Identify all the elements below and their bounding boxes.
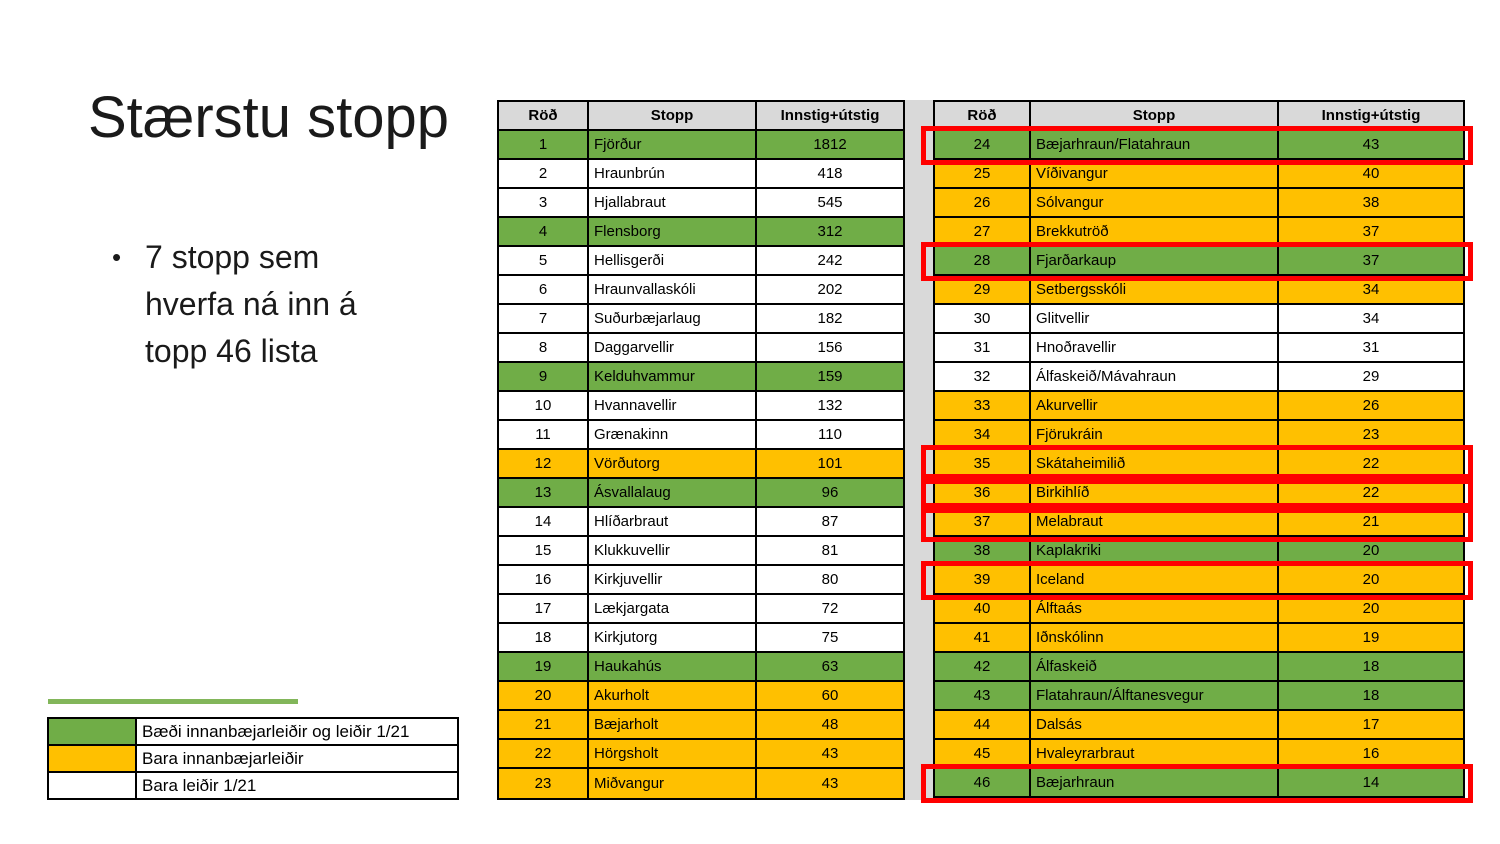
table-row <box>935 334 1463 363</box>
value-cell: 19 <box>1362 629 1380 646</box>
stop-name-cell: Melabraut <box>1031 508 1279 535</box>
table-row <box>499 450 903 479</box>
rank-cell: 39 <box>935 566 1031 593</box>
rank-cell: 13 <box>499 479 589 506</box>
table-row <box>935 508 1463 537</box>
table-row <box>935 624 1463 653</box>
value-cell: 38 <box>1362 194 1380 211</box>
stop-name-cell: Vörðutorg <box>589 450 757 477</box>
value-cell: 242 <box>817 252 843 269</box>
stop-name-cell: Víðivangur <box>1031 160 1279 187</box>
stop-name-cell: Hvaleyrarbraut <box>1031 740 1279 767</box>
rank-cell: 11 <box>499 421 589 448</box>
stop-name-cell: Kelduhvammur <box>589 363 757 390</box>
table-row <box>499 711 903 740</box>
value-cell: 34 <box>1362 281 1380 298</box>
value-cell: 29 <box>1362 368 1380 385</box>
table-row <box>935 537 1463 566</box>
table-row <box>499 131 903 160</box>
stop-name-cell: Dalsás <box>1031 711 1279 738</box>
stops-table-right <box>933 100 1465 800</box>
table-row <box>935 566 1463 595</box>
stop-name-cell: Iceland <box>1031 566 1279 593</box>
table-row <box>499 682 903 711</box>
table-header-row <box>499 102 903 131</box>
table-row <box>499 508 903 537</box>
stop-name-cell: Hnoðravellir <box>1031 334 1279 361</box>
legend-label: Bara innanbæjarleiðir <box>142 748 304 768</box>
header-rank: Röð <box>935 102 1031 129</box>
stop-name-cell: Álfaskeið/Mávahraun <box>1031 363 1279 390</box>
stop-name-cell: Bæjarhraun <box>1031 769 1279 796</box>
value-cell: 20 <box>1362 600 1380 617</box>
stop-name-cell: Hlíðarbraut <box>589 508 757 535</box>
table-row <box>499 247 903 276</box>
legend-row-inner-only <box>49 746 457 773</box>
rank-cell: 23 <box>499 769 589 798</box>
header-value: Innstig+útstig <box>780 107 880 124</box>
rank-cell: 5 <box>499 247 589 274</box>
rank-cell: 4 <box>499 218 589 245</box>
stop-name-cell: Daggarvellir <box>589 334 757 361</box>
table-row <box>935 421 1463 450</box>
value-cell: 101 <box>817 455 843 472</box>
table-row <box>499 276 903 305</box>
rank-cell: 1 <box>499 131 589 158</box>
table-row <box>499 653 903 682</box>
legend-row-route-only <box>49 773 457 798</box>
stop-name-cell: Sólvangur <box>1031 189 1279 216</box>
bullet-item <box>112 234 412 375</box>
rank-cell: 17 <box>499 595 589 622</box>
value-cell: 132 <box>817 397 843 414</box>
rank-cell: 14 <box>499 508 589 535</box>
table-row <box>499 595 903 624</box>
table-row <box>935 682 1463 711</box>
value-cell: 96 <box>821 484 839 501</box>
table-row <box>935 595 1463 624</box>
rank-cell: 34 <box>935 421 1031 448</box>
stop-name-cell: Kaplakriki <box>1031 537 1279 564</box>
stop-name-cell: Akurholt <box>589 682 757 709</box>
value-cell: 75 <box>821 629 839 646</box>
legend-label: Bæði innanbæjarleiðir og leiðir 1/21 <box>142 721 410 741</box>
value-cell: 312 <box>817 223 843 240</box>
stop-name-cell: Klukkuvellir <box>589 537 757 564</box>
table-row <box>499 566 903 595</box>
rank-cell: 36 <box>935 479 1031 506</box>
table-row <box>935 363 1463 392</box>
value-cell: 20 <box>1362 542 1380 559</box>
rank-cell: 16 <box>499 566 589 593</box>
stop-name-cell: Suðurbæjarlaug <box>589 305 757 332</box>
value-cell: 1812 <box>813 136 847 153</box>
rank-cell: 35 <box>935 450 1031 477</box>
rank-cell: 6 <box>499 276 589 303</box>
value-cell: 156 <box>817 339 843 356</box>
rank-cell: 37 <box>935 508 1031 535</box>
stop-name-cell: Kirkjuvellir <box>589 566 757 593</box>
header-rank: Röð <box>499 102 589 129</box>
stop-name-cell: Hörgsholt <box>589 740 757 767</box>
value-cell: 80 <box>821 571 839 588</box>
stop-name-cell: Álftaás <box>1031 595 1279 622</box>
stop-name-cell: Iðnskólinn <box>1031 624 1279 651</box>
value-cell: 22 <box>1362 484 1380 501</box>
value-cell: 16 <box>1362 745 1380 762</box>
value-cell: 87 <box>821 513 839 530</box>
rank-cell: 8 <box>499 334 589 361</box>
stop-name-cell: Lækjargata <box>589 595 757 622</box>
value-cell: 418 <box>817 165 843 182</box>
stop-name-cell: Fjörður <box>589 131 757 158</box>
rank-cell: 42 <box>935 653 1031 680</box>
rank-cell: 21 <box>499 711 589 738</box>
value-cell: 182 <box>817 310 843 327</box>
value-cell: 20 <box>1362 571 1380 588</box>
value-cell: 63 <box>821 658 839 675</box>
value-cell: 22 <box>1362 455 1380 472</box>
table-row <box>935 711 1463 740</box>
rank-cell: 19 <box>499 653 589 680</box>
table-row <box>935 305 1463 334</box>
value-cell: 43 <box>821 775 839 792</box>
bullet-marker-icon: • <box>112 242 122 272</box>
table-row <box>935 218 1463 247</box>
value-cell: 43 <box>1362 136 1380 153</box>
table-row <box>935 276 1463 305</box>
table-row <box>935 769 1463 798</box>
rank-cell: 2 <box>499 160 589 187</box>
value-cell: 18 <box>1362 658 1380 675</box>
table-row <box>935 392 1463 421</box>
legend <box>47 717 459 800</box>
stop-name-cell: Brekkutröð <box>1031 218 1279 245</box>
table-row <box>499 624 903 653</box>
value-cell: 110 <box>818 426 842 443</box>
table-gap-spacer <box>903 100 933 800</box>
stop-name-cell: Fjörukráin <box>1031 421 1279 448</box>
value-cell: 37 <box>1362 223 1380 240</box>
rank-cell: 3 <box>499 189 589 216</box>
table-row <box>499 363 903 392</box>
table-row <box>935 479 1463 508</box>
legend-label: Bara leiðir 1/21 <box>142 775 257 795</box>
stop-name-cell: Grænakinn <box>589 421 757 448</box>
stop-name-cell: Fjarðarkaup <box>1031 247 1279 274</box>
stop-name-cell: Hraunbrún <box>589 160 757 187</box>
value-cell: 37 <box>1362 252 1380 269</box>
rank-cell: 7 <box>499 305 589 332</box>
value-cell: 31 <box>1362 339 1380 356</box>
rank-cell: 22 <box>499 740 589 767</box>
rank-cell: 46 <box>935 769 1031 796</box>
bullet-list <box>112 234 412 375</box>
stop-name-cell: Bæjarhraun/Flatahraun <box>1031 131 1279 158</box>
header-stop: Stopp <box>589 102 757 129</box>
rank-cell: 31 <box>935 334 1031 361</box>
rank-cell: 27 <box>935 218 1031 245</box>
value-cell: 159 <box>817 368 843 385</box>
value-cell: 26 <box>1362 397 1380 414</box>
rank-cell: 28 <box>935 247 1031 274</box>
table-row <box>499 160 903 189</box>
stop-name-cell: Ásvallalaug <box>589 479 757 506</box>
value-cell: 545 <box>817 194 843 211</box>
table-row <box>935 189 1463 218</box>
value-cell: 43 <box>821 745 839 762</box>
rank-cell: 18 <box>499 624 589 651</box>
value-cell: 23 <box>1362 426 1380 443</box>
stop-name-cell: Flatahraun/Álftanesvegur <box>1031 682 1279 709</box>
legend-swatch-green <box>49 719 137 744</box>
stop-name-cell: Glitvellir <box>1031 305 1279 332</box>
rank-cell: 38 <box>935 537 1031 564</box>
stop-name-cell: Akurvellir <box>1031 392 1279 419</box>
rank-cell: 44 <box>935 711 1031 738</box>
value-cell: 14 <box>1362 774 1380 791</box>
stop-name-cell: Skátaheimilið <box>1031 450 1279 477</box>
value-cell: 81 <box>821 542 839 559</box>
table-row <box>499 479 903 508</box>
stops-table-left <box>497 100 905 800</box>
stop-name-cell: Setbergsskóli <box>1031 276 1279 303</box>
rank-cell: 33 <box>935 392 1031 419</box>
stop-name-cell: Álfaskeið <box>1031 653 1279 680</box>
rank-cell: 43 <box>935 682 1031 709</box>
rank-cell: 24 <box>935 131 1031 158</box>
rank-cell: 20 <box>499 682 589 709</box>
value-cell: 60 <box>821 687 839 704</box>
table-row <box>499 740 903 769</box>
table-row <box>499 305 903 334</box>
table-row <box>935 160 1463 189</box>
table-row <box>935 450 1463 479</box>
table-row <box>935 740 1463 769</box>
table-row <box>499 537 903 566</box>
table-row <box>499 189 903 218</box>
table-row <box>499 334 903 363</box>
table-row <box>935 247 1463 276</box>
table-row <box>499 218 903 247</box>
rank-cell: 45 <box>935 740 1031 767</box>
value-cell: 21 <box>1362 513 1380 530</box>
stop-name-cell: Haukahús <box>589 653 757 680</box>
table-row <box>499 769 903 798</box>
value-cell: 34 <box>1362 310 1380 327</box>
stop-name-cell: Miðvangur <box>589 769 757 798</box>
table-header-row <box>935 102 1463 131</box>
stop-name-cell: Flensborg <box>589 218 757 245</box>
header-stop: Stopp <box>1031 102 1279 129</box>
rank-cell: 32 <box>935 363 1031 390</box>
stop-name-cell: Hjallabraut <box>589 189 757 216</box>
rank-cell: 26 <box>935 189 1031 216</box>
rank-cell: 40 <box>935 595 1031 622</box>
value-cell: 72 <box>821 600 839 617</box>
rank-cell: 12 <box>499 450 589 477</box>
table-row <box>499 392 903 421</box>
stop-name-cell: Kirkjutorg <box>589 624 757 651</box>
legend-top-sliver <box>48 699 298 704</box>
value-cell: 17 <box>1362 716 1380 733</box>
table-row <box>935 653 1463 682</box>
table-row <box>499 421 903 450</box>
rank-cell: 9 <box>499 363 589 390</box>
bullet-text: 7 stopp sem hverfa ná inn á topp 46 lista <box>145 239 357 369</box>
value-cell: 48 <box>821 716 839 733</box>
value-cell: 40 <box>1362 165 1380 182</box>
rank-cell: 29 <box>935 276 1031 303</box>
legend-swatch-white <box>49 773 137 798</box>
rank-cell: 30 <box>935 305 1031 332</box>
stop-name-cell: Bæjarholt <box>589 711 757 738</box>
page-title: Stærstu stopp <box>88 85 450 150</box>
stop-name-cell: Hraunvallaskóli <box>589 276 757 303</box>
value-cell: 202 <box>817 281 843 298</box>
rank-cell: 41 <box>935 624 1031 651</box>
header-value: Innstig+útstig <box>1321 107 1421 124</box>
rank-cell: 15 <box>499 537 589 564</box>
stop-name-cell: Hellisgerði <box>589 247 757 274</box>
stop-name-cell: Hvannavellir <box>589 392 757 419</box>
rank-cell: 10 <box>499 392 589 419</box>
legend-swatch-orange <box>49 746 137 771</box>
table-row <box>935 131 1463 160</box>
legend-row-both <box>49 719 457 746</box>
stop-name-cell: Birkihlíð <box>1031 479 1279 506</box>
rank-cell: 25 <box>935 160 1031 187</box>
value-cell: 18 <box>1362 687 1380 704</box>
